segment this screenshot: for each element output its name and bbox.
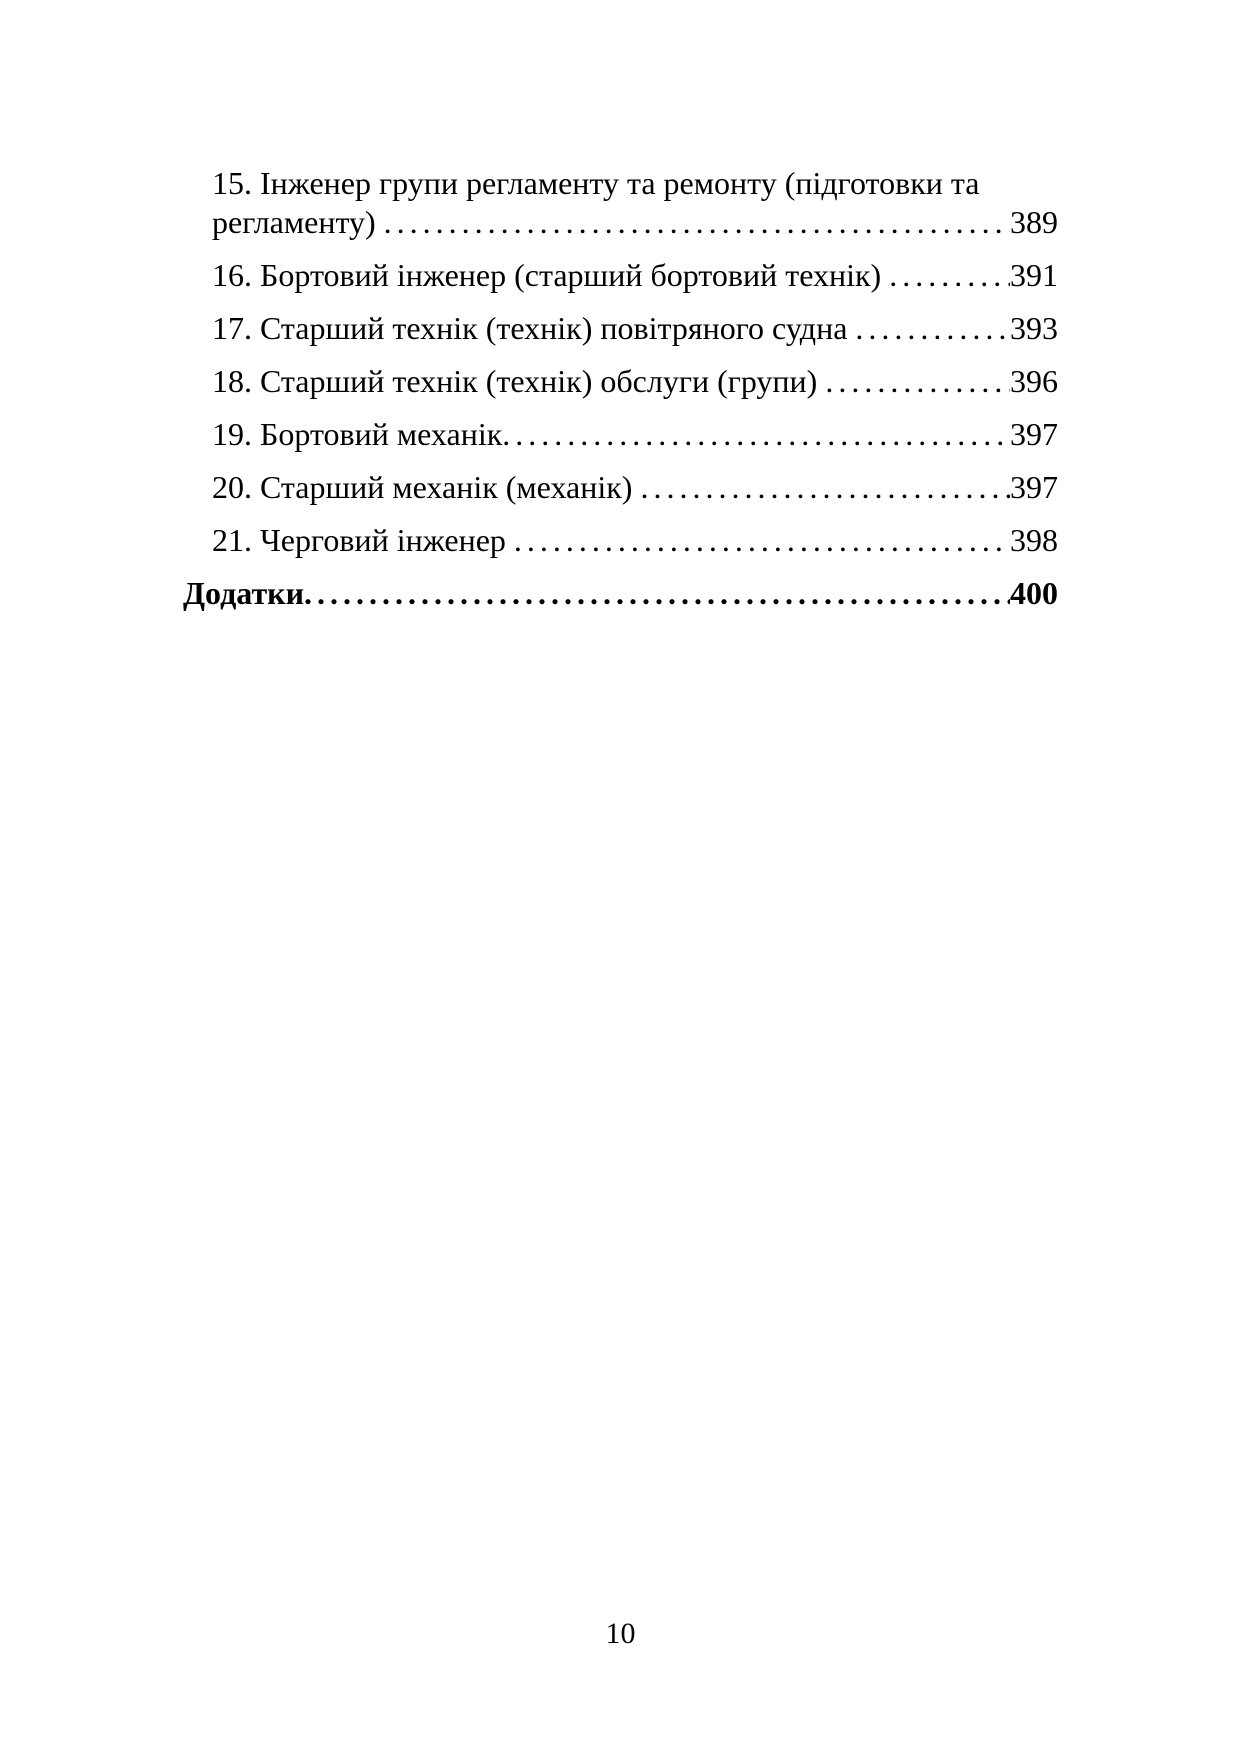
toc-entry-row [183,574,1058,613]
toc-page-number: 398 [1010,522,1058,558]
toc-page-number: 393 [1010,310,1058,346]
table-of-contents [0,164,1241,627]
toc-page-number: 391 [1010,257,1058,293]
dot-leader [855,309,1010,348]
toc-entry-label: 16. Бортовий інженер (старший бортовий технік) [212,257,890,293]
footer-page-number: 10 [605,1617,636,1650]
toc-page-number: 396 [1010,363,1058,399]
toc-entry-row [212,256,1058,295]
dot-leader [640,468,1010,507]
toc-entry-row [212,309,1058,348]
toc-page-number: 389 [1010,204,1058,240]
toc-entry [0,574,1241,613]
toc-entry-row [212,362,1058,401]
toc-entry-wrapped-text: 15. Інженер групи регламенту та ремонту (підготовки та [212,165,980,201]
toc-entry-label: 18. Старший технік (технік) обслуги (групи) [212,363,826,399]
page-footer [0,1614,1241,1654]
toc-page-number: 397 [1010,416,1058,452]
toc-entry-label: 19. Бортовий механік [212,416,503,452]
dot-leader [889,256,1010,295]
dot-leader [502,415,1010,454]
toc-page-number: 400 [1010,575,1058,611]
toc-entry [0,468,1241,507]
toc-page-number: 397 [1010,469,1058,505]
toc-entry [0,309,1241,348]
toc-entry [0,521,1241,560]
toc-entry-label: Додатки [183,575,305,611]
toc-entry [0,415,1241,454]
dot-leader [514,521,1010,560]
toc-entry-row [212,415,1058,454]
toc-entry [0,256,1241,295]
toc-entry-label: 21. Черговий інженер [212,522,514,558]
toc-entry [0,362,1241,401]
dot-leader [825,362,1010,401]
toc-entry-label: 20. Старший механік (механік) [212,469,641,505]
toc-entry-row [212,203,1058,242]
dot-leader [384,203,1010,242]
toc-entry [0,164,1241,242]
dot-leader [304,574,1010,613]
toc-entry-row [212,521,1058,560]
toc-entry-label: 17. Старший технік (технік) повітряного судна [212,310,856,346]
toc-entry-row [212,468,1058,507]
toc-entry-label: регламенту) [212,204,384,240]
